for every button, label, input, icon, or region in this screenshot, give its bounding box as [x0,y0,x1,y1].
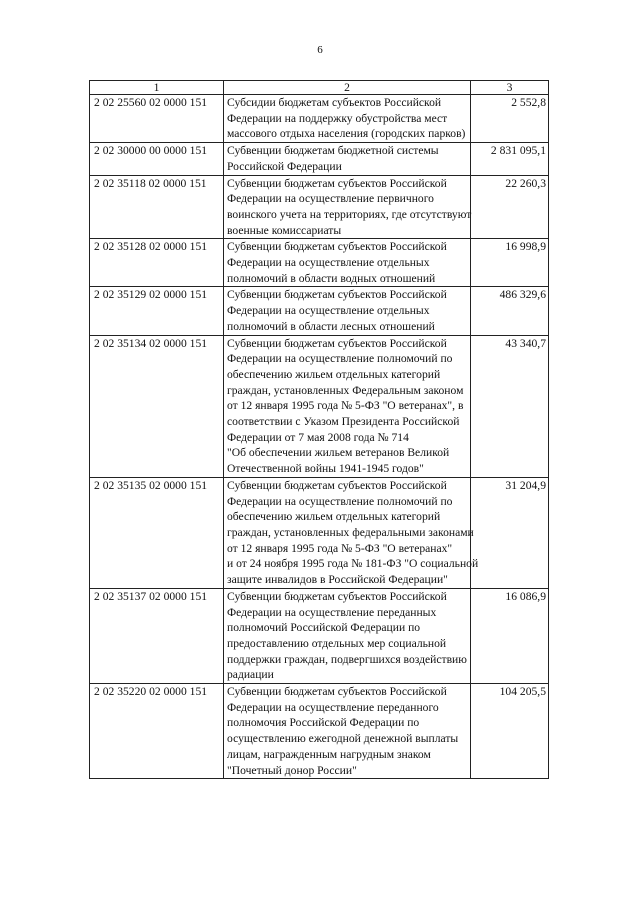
description-line: Субвенции бюджетам бюджетной системы [227,144,439,158]
description-line: полномочия Российской Федерации по [227,716,420,730]
description-line: военные комиссариаты [227,223,342,237]
amount-cell: 2 831 095,1 [471,143,549,175]
description-line: защите инвалидов в Российской Федерации" [227,573,448,587]
description-line: Федерации на осуществление переданных [227,605,437,619]
description-line: Федерации на осуществление полномочий по [227,352,453,366]
description-cell [224,175,471,239]
description-line: граждан, установленных федеральными законами [227,525,474,539]
table-row [90,239,549,287]
description-line: Федерации на осуществление переданного [227,700,439,714]
table-row [90,175,549,239]
description-cell [224,684,471,779]
budget-code-cell: 2 02 35137 02 0000 151 [90,588,224,683]
description-cell [224,95,471,143]
description-line: и от 24 ноября 1995 года № 181-ФЗ "О социальной [227,557,479,571]
budget-code-cell: 2 02 35220 02 0000 151 [90,684,224,779]
amount-cell: 16 086,9 [471,588,549,683]
description-line: Субвенции бюджетам субъектов Российской [227,288,447,302]
description-cell [224,477,479,588]
column-header-3: 3 [471,81,549,95]
budget-code-cell: 2 02 35135 02 0000 151 [90,477,224,588]
column-header-1: 1 [90,81,224,95]
description-cell [224,588,471,683]
table-row [90,287,549,335]
amount-cell: 104 205,5 [471,684,549,779]
table-row [90,684,549,779]
description-line: массового отдыха населения (городских парков) [227,127,466,141]
description-line: обеспечению жильем отдельных категорий [227,510,441,524]
budget-code-cell: 2 02 30000 00 0000 151 [90,143,224,175]
description-line: воинского учета на территориях, где отсутствуют [227,207,472,221]
description-line: Федерации на поддержку обустройства мест [227,111,448,125]
table-row [90,588,549,683]
amount-cell: 22 260,3 [471,175,549,239]
description-line: Субвенции бюджетам субъектов Российской [227,176,447,190]
budget-code-cell: 2 02 35128 02 0000 151 [90,239,224,287]
table-body [90,95,549,779]
description-line: Отечественной войны 1941-1945 годов" [227,462,424,476]
description-line: Субвенции бюджетам субъектов Российской [227,478,447,492]
description-line: Федерации на осуществление первичного [227,192,434,206]
amount-cell: 486 329,6 [471,287,549,335]
description-line: граждан, установленных Федеральным законом [227,383,464,397]
description-line: полномочий в области водных отношений [227,271,436,285]
table-row [90,477,549,588]
budget-code-cell: 2 02 35129 02 0000 151 [90,287,224,335]
amount-cell: 16 998,9 [471,239,549,287]
table-header-row [90,81,549,95]
description-line: лицам, награжденным нагрудным знаком [227,747,431,761]
description-line: предоставлению отдельных мер социальной [227,636,447,650]
table-row [90,335,549,477]
description-cell [224,287,471,335]
description-line: от 12 января 1995 года № 5-ФЗ "О ветеранах" [227,541,453,555]
budget-revenue-table [89,80,549,779]
description-line: соответствии с Указом Президента Российской [227,415,460,429]
description-line: обеспечению жильем отдельных категорий [227,367,441,381]
description-line: Российской Федерации [227,159,342,173]
table-row [90,95,549,143]
description-line: полномочий Российской Федерации по [227,621,421,635]
description-line: осуществлению ежегодной денежной выплаты [227,732,459,746]
description-line: Федерации на осуществление полномочий по [227,494,453,508]
description-line: "Об обеспечении жильем ветеранов Великой [227,446,450,460]
amount-cell: 43 340,7 [471,335,549,477]
description-line: "Почетный донор России" [227,763,357,777]
description-line: Субвенции бюджетам субъектов Российской [227,589,447,603]
description-cell [224,239,471,287]
description-line: от 12 января 1995 года № 5-ФЗ "О ветеранах", в [227,399,464,413]
description-cell [224,335,471,477]
budget-code-cell: 2 02 35134 02 0000 151 [90,335,224,477]
description-line: радиации [227,668,274,682]
description-line: Субсидии бюджетам субъектов Российской [227,96,442,109]
description-line: поддержки граждан, подвергшихся воздействию [227,652,467,666]
table-row [90,143,549,175]
description-line: Субвенции бюджетам субъектов Российской [227,240,447,254]
description-line: Субвенции бюджетам субъектов Российской [227,685,447,699]
column-header-2: 2 [224,81,471,95]
description-line: Федерации от 7 мая 2008 года № 714 [227,430,409,444]
description-line: Федерации на осуществление отдельных [227,256,430,270]
budget-code-cell: 2 02 35118 02 0000 151 [90,175,224,239]
description-line: Федерации на осуществление отдельных [227,304,430,318]
page-number: 6 [317,44,323,56]
description-cell [224,143,471,175]
description-line: полномочий в области лесных отношений [227,319,435,333]
amount-cell: 2 552,8 [471,95,549,143]
budget-code-cell: 2 02 25560 02 0000 151 [90,95,224,143]
amount-cell: 31 204,9 [471,477,549,588]
description-line: Субвенции бюджетам субъектов Российской [227,336,447,350]
